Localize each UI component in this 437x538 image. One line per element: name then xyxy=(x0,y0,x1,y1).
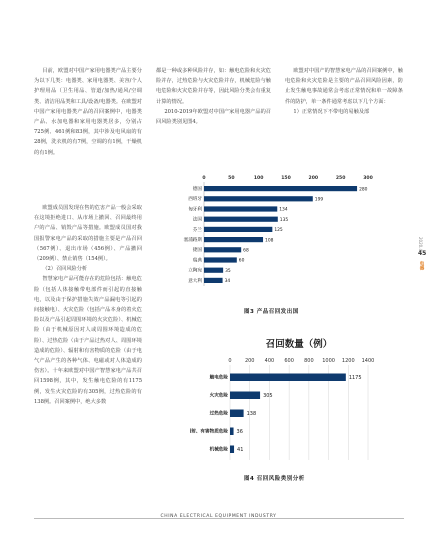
category-label: 机械危险 xyxy=(209,447,228,453)
data-label: 108 xyxy=(265,238,274,244)
section-heading: （2）召回风险分析 xyxy=(42,266,88,273)
x-tick-label: 0 xyxy=(228,358,232,364)
bar xyxy=(204,257,237,262)
bar xyxy=(230,392,260,400)
paragraph: 欧盟成员国发现在售的危害产品一般会采取在这境拒绝进口、从市场上撤回、召回最终用户的产品、销毁产品等措施。欧盟成员国对我国报警家电产品的采取的措施主要是产品召回（567例）、退出市场（456例）、产品撤回（209例）、禁止销售（154例）。 xyxy=(34,205,142,263)
figure-3-caption: 图3 产品召回发出国 xyxy=(244,309,299,315)
bar xyxy=(204,278,223,283)
recall-country-chart xyxy=(178,172,378,297)
category-label: 意大利 xyxy=(188,278,202,284)
x-tick-label: 150 xyxy=(281,176,291,181)
data-label: 35 xyxy=(225,268,231,274)
category-label: 火灾危险 xyxy=(209,393,228,399)
category-label: 西班牙 xyxy=(188,197,202,203)
recall-risk-chart-svg xyxy=(190,334,375,464)
x-tick-label: 1200 xyxy=(341,358,355,364)
footer-text: CHINA ELECTRICAL EQUIPMENT INDUSTRY xyxy=(160,514,277,519)
x-tick-label: 100 xyxy=(253,176,264,181)
bar xyxy=(204,186,357,191)
chart-title: 召回数量（例） xyxy=(265,339,333,350)
bar xyxy=(204,206,277,211)
data-label: 125 xyxy=(274,228,283,234)
bar xyxy=(230,446,234,454)
bar xyxy=(230,374,346,382)
paragraph: 1）正常情况下不带电的易触及部 xyxy=(293,108,370,115)
article-column-2 xyxy=(156,66,271,127)
category-label: 瑞典 xyxy=(192,258,202,264)
x-tick-label: 800 xyxy=(304,358,314,364)
brand-mark: 电器 xyxy=(419,261,424,270)
bar xyxy=(230,428,234,436)
paragraph: 2010-2019年欧盟对中国产家用电器产品的召回风险类别见图4。 xyxy=(156,108,271,126)
category-label: 匈牙利 xyxy=(188,207,202,213)
data-label: 134 xyxy=(279,207,288,213)
bar xyxy=(204,227,272,232)
bar xyxy=(204,268,223,273)
recall-country-chart-svg xyxy=(178,172,378,297)
category-label: 过热危险 xyxy=(209,411,228,417)
data-label: 41 xyxy=(237,447,244,453)
data-label: 60 xyxy=(238,258,245,264)
data-label: 135 xyxy=(279,217,289,223)
data-label: 138 xyxy=(246,411,257,417)
data-label: 305 xyxy=(263,393,273,399)
article-column-3 xyxy=(285,66,403,117)
category-label: 立陶宛 xyxy=(188,268,202,274)
category-label: 芬兰 xyxy=(192,227,202,233)
x-tick-label: 400 xyxy=(264,358,275,364)
paragraph: 都是一种或多种风险并存，如：触电危险和火灾危险并存，过热危险与火灾危险并存，机械危险与触电危险和火灾危险并存等，因此风险分类会有重复计算的情况。 xyxy=(156,68,271,105)
x-tick-label: 200 xyxy=(308,176,319,181)
bar xyxy=(204,196,313,201)
category-label: 辐射、有害物质危险 xyxy=(190,429,228,435)
journal-issue: 2020.4 xyxy=(418,237,423,251)
x-tick-label: 600 xyxy=(284,358,294,364)
x-tick-label: 1400 xyxy=(361,358,375,364)
data-label: 36 xyxy=(236,429,243,435)
category-label: 捷国 xyxy=(192,248,202,254)
data-label: 68 xyxy=(243,248,249,254)
x-tick-label: 1000 xyxy=(322,358,335,364)
data-label: 199 xyxy=(314,197,324,203)
data-label: 1175 xyxy=(348,375,362,381)
x-tick-label: 300 xyxy=(363,176,373,181)
recall-risk-chart xyxy=(190,334,375,464)
bar xyxy=(230,410,244,418)
paragraph: 目前，欧盟对中国产家用电器类产品主要分为以下几类：电器类、家用电器类、美容/个人护理用品（卫生用品、管道/加热/通风/空调类、清洁用品类和工具/设备/电器类。在欧盟对中国产家用电器类产品的召回案例中，电器类产品、水加电器和家用电器类居多，分别占725例、461例和83例，其中涉及电风扇的有28例，洗衣机的有7例，空调的有1例，干燥机的有1例。 xyxy=(34,68,142,156)
data-label: 280 xyxy=(359,187,368,193)
x-tick-label: 200 xyxy=(244,358,255,364)
article-column-1 xyxy=(34,66,142,158)
figure-4-caption: 图4 召回风险类别分析 xyxy=(244,476,305,482)
bar xyxy=(204,247,241,252)
category-label: 德国 xyxy=(192,187,202,192)
paragraph: 智慧家电产品可能存在的危险包括：触电危险（包括人体接触带电部件而引起的直接触电，以及由于保护措施失效产品漏电等引起的间接触电）、火灾危险（包括产品本身的着火危险以及产品引起周围环境的火灾危险）、机械危险（由于机械原因对人或周围环境造成的危险）、过热危险（由于产品过热对人、周围环境造成的危险）、辐射和有害物质的危险（由于电气产品产生的各种气体、电磁或对人体造成的伤害）。十年来欧盟对中国产智慧家电产品共召回1598例，其中，发生触电危险的有1175例，发生火灾危险的有305例，过热危险的有138例。召回案例中，绝大多数 xyxy=(34,276,142,405)
bar xyxy=(204,217,278,222)
data-label: 34 xyxy=(224,279,231,285)
category-label: 触电危险 xyxy=(209,375,228,381)
article-column-1-lower xyxy=(34,203,142,407)
paragraph: 欧盟对中国产的智慧家电产品的召回案例中，触电危险和火灾危险是主要的产品召回风险因素，防止发生触电事故通常会考虑正常情况和单一故障条件的防护，单一条件通常考虑以下几个方面： xyxy=(285,68,403,105)
page-number: 45 xyxy=(418,250,427,257)
category-label: 法国 xyxy=(192,217,202,223)
category-label: 塞浦路斯 xyxy=(183,238,202,243)
x-tick-label: 50 xyxy=(228,176,235,181)
x-tick-label: 250 xyxy=(335,176,346,181)
x-tick-label: 0 xyxy=(202,176,206,181)
bar xyxy=(204,237,263,242)
